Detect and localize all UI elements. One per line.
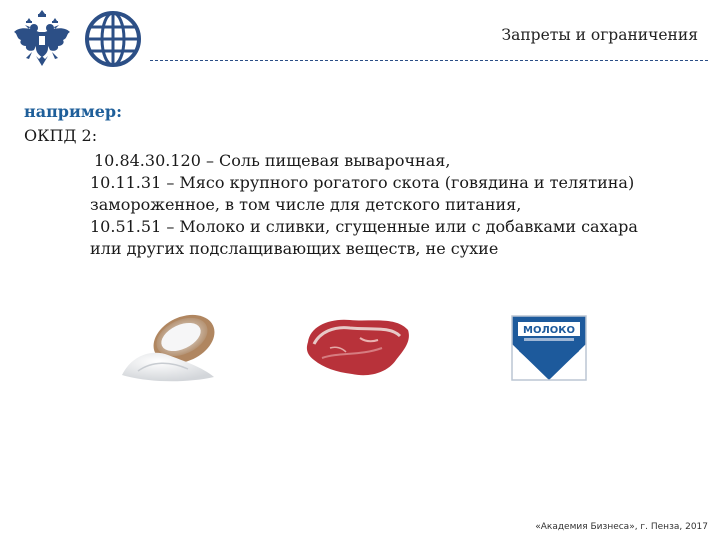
condensed-milk-can-image — [510, 314, 588, 382]
code-line-beef-cont: замороженное, в том числе для детского питания, — [90, 195, 522, 214]
code-line-salt: 10.84.30.120 – Соль пищевая выварочная, — [94, 151, 451, 170]
russian-eagle-emblem-icon — [12, 8, 72, 74]
example-lead: например: — [24, 102, 123, 121]
slide-title: Запреты и ограничения — [501, 26, 698, 44]
code-line-milk-cont: или других подслащивающих веществ, не сухие — [90, 239, 499, 258]
okpd-label: ОКПД 2: — [24, 126, 98, 145]
okpd-code-list — [90, 150, 700, 260]
footer-credit: «Академия Бизнеса», г. Пенза, 2017 — [535, 522, 708, 532]
code-line-milk: 10.51.51 – Молоко и сливки, сгущенные или с добавками сахара — [90, 217, 638, 236]
code-line-beef: 10.11.31 – Мясо крупного рогатого скота (говядина и телятина) — [90, 173, 635, 192]
raw-beef-image — [300, 312, 415, 382]
globe-icon — [84, 10, 142, 68]
header-divider — [150, 60, 708, 61]
salt-bowl-image — [118, 305, 223, 385]
milk-can-label: МОЛОКО — [523, 325, 575, 336]
